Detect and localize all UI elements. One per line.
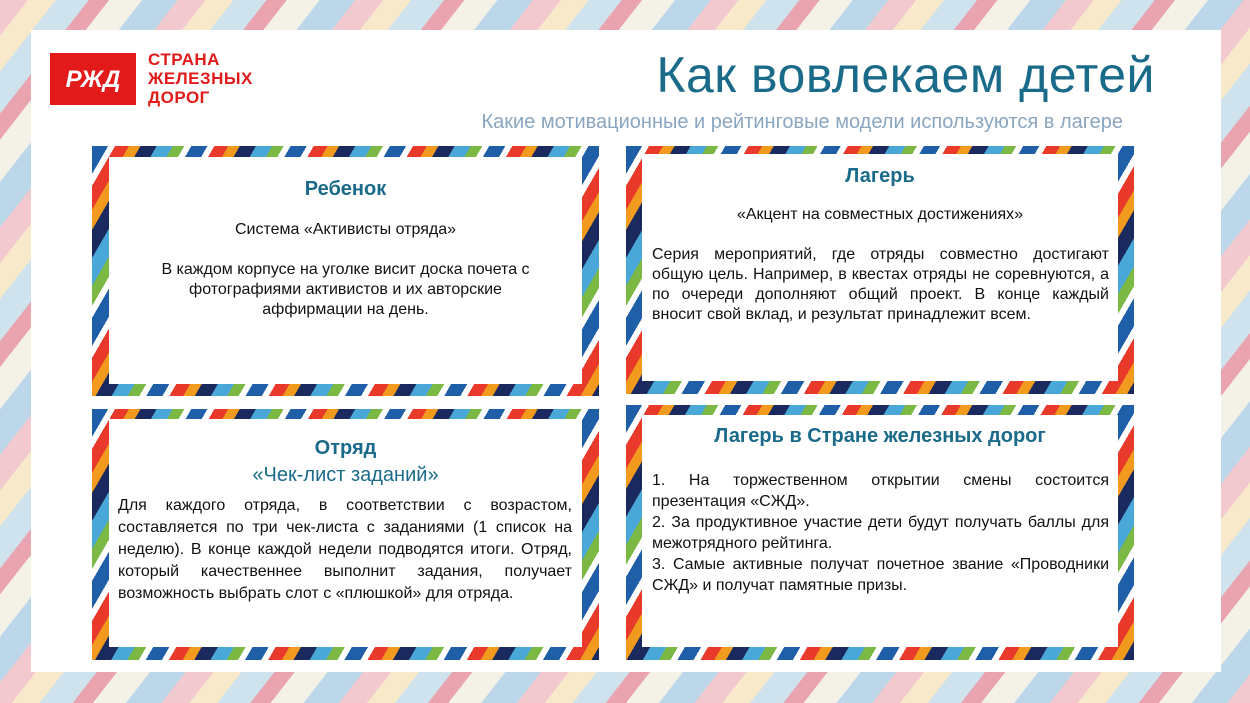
list-item: 3. Самые активные получат почетное звание «Проводники СЖД» и получат памятные призы. xyxy=(652,556,1109,594)
rzd-logo-icon xyxy=(58,64,128,94)
card-child-title: Ребенок xyxy=(304,178,387,200)
card-camp-subtitle: «Акцент на совместных достижениях» xyxy=(736,206,1024,223)
card-squad-body: Для каждого отряда, в соответствии с возрастом, составляется по три чек-листа с заданиями (1 список на неделю). В конце каждой недели подводятся итоги. Отряд, который качественнее выполнит задания, получает возможность выбрать слот с «плюшкой» для отряда. xyxy=(118,497,572,602)
card-rail-camp-list xyxy=(652,470,1109,596)
card-child-content xyxy=(109,157,582,384)
card-squad-content xyxy=(109,419,582,647)
logo-wordmark xyxy=(148,50,253,107)
logo-line-3: ДОРОГ xyxy=(148,88,210,107)
card-rail-camp xyxy=(626,405,1134,660)
rzd-logo-mark xyxy=(50,53,136,105)
logo-line-1: СТРАНА xyxy=(148,50,220,69)
card-child-body: В каждом корпусе на уголке висит доска почета с фотографиями активистов и их авторские аффирмации на день. xyxy=(161,261,530,318)
card-rail-camp-title: Лагерь в Стране железных дорог xyxy=(714,425,1046,447)
card-child-subtitle: Система «Активисты отряда» xyxy=(235,221,456,238)
list-item: 2. За продуктивное участие дети будут получать баллы для межотрядного рейтинга. xyxy=(652,514,1109,552)
card-rail-camp-content xyxy=(642,415,1118,647)
card-camp-body: Серия мероприятий, где отряды совместно достигают общую цель. Например, в квестах отряды не соревнуются, а по очереди дополняют общий проект. В конце каждый вносит свой вклад, и результат принадлежит всем. xyxy=(652,246,1109,323)
page-subtitle: Какие мотивационные и рейтинговые модели используются в лагере xyxy=(481,111,1123,133)
card-camp xyxy=(626,146,1134,394)
card-camp-title: Лагерь xyxy=(845,165,915,187)
card-squad-title: Отряд xyxy=(314,437,377,459)
card-camp-content xyxy=(642,154,1118,381)
rzd-logo xyxy=(50,50,253,107)
page-title: Как вовлекаем детей xyxy=(656,47,1155,103)
rzd-logo-glyph: РЖД xyxy=(65,65,121,93)
card-squad-subtitle: «Чек-лист заданий» xyxy=(252,464,439,486)
logo-line-2: ЖЕЛЕЗНЫХ xyxy=(148,69,253,88)
list-item: 1. На торжественном открытии смены состоится презентация «СЖД». xyxy=(652,472,1109,510)
card-squad xyxy=(92,409,599,660)
card-child xyxy=(92,146,599,396)
